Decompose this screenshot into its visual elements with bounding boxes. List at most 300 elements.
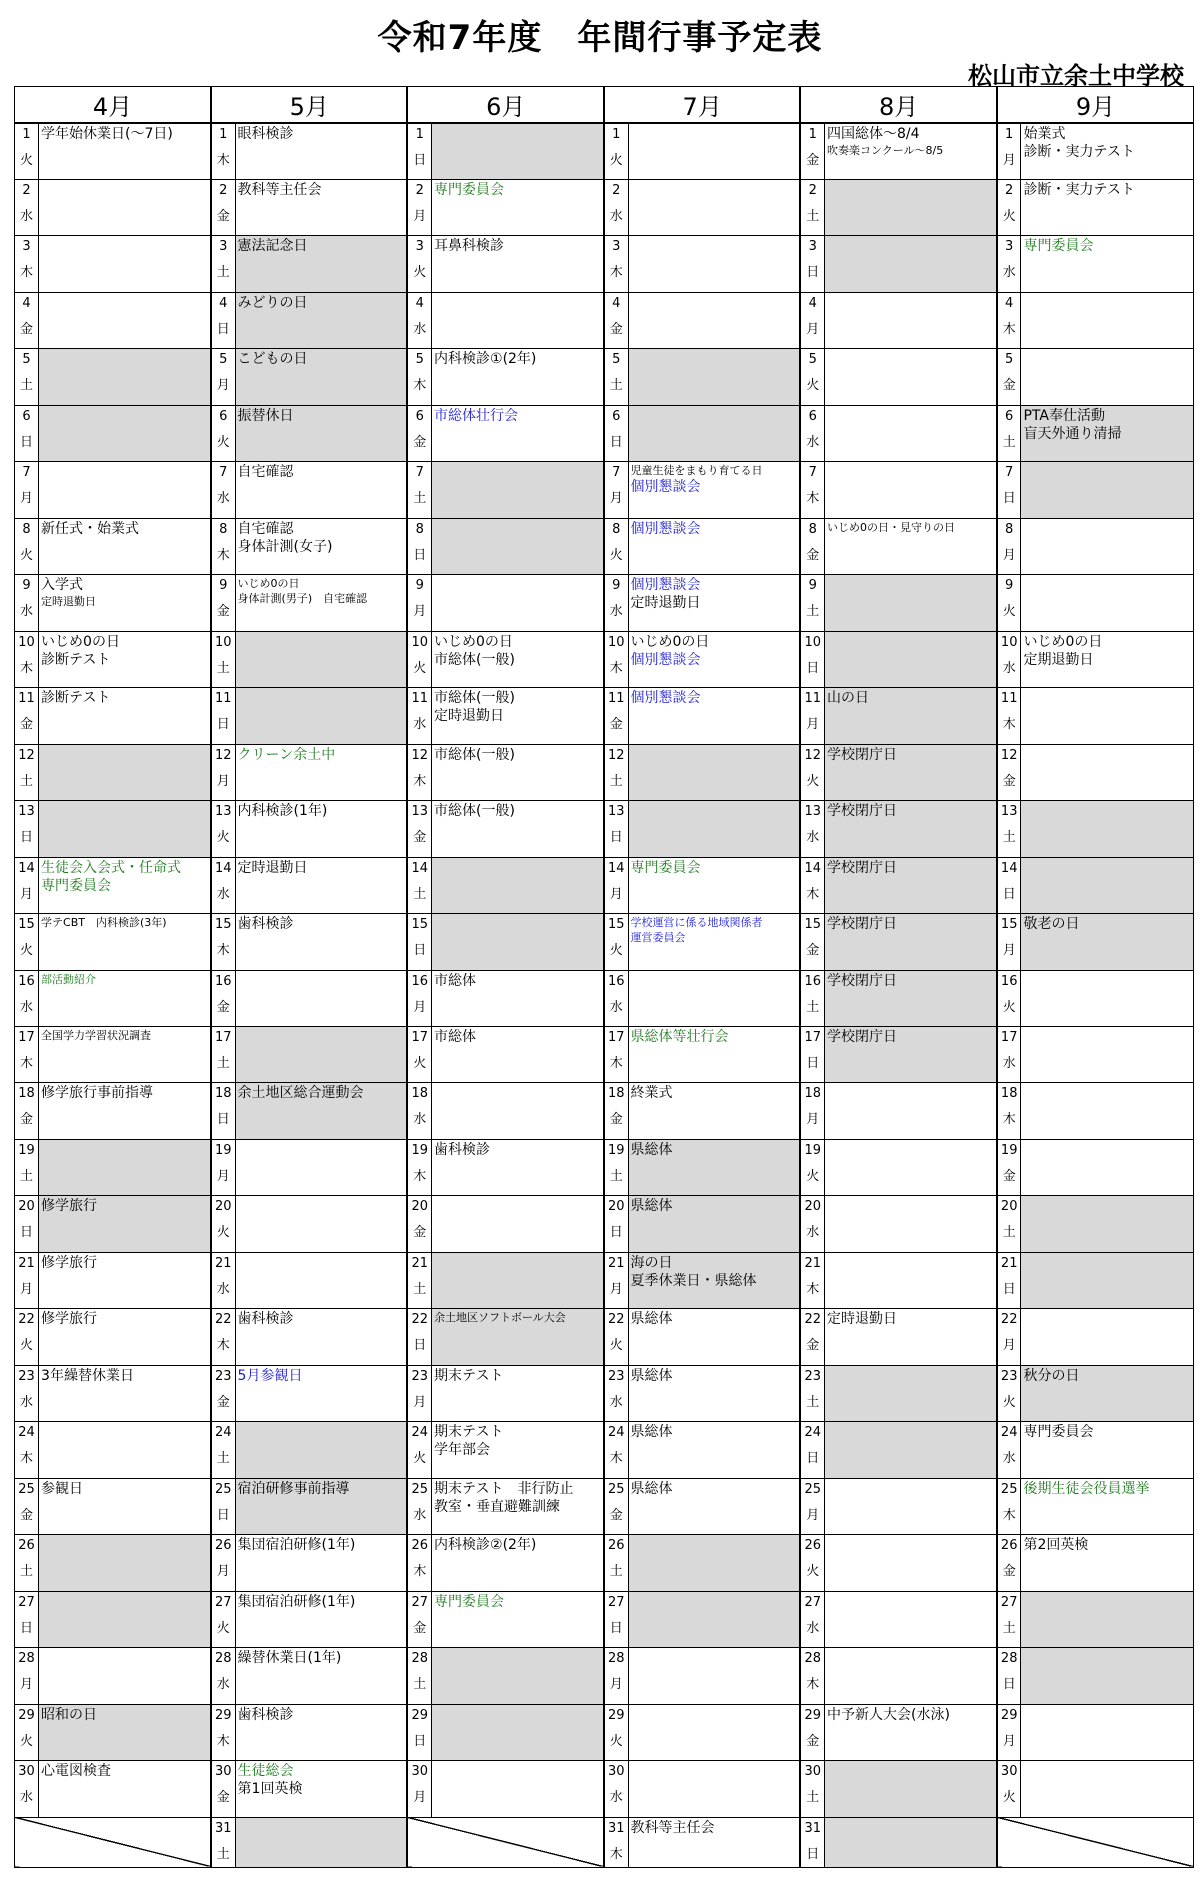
event-text: 歯科検診 xyxy=(237,1311,294,1328)
weekday: 金 xyxy=(609,1507,623,1523)
event-text: 眼科検診 xyxy=(237,126,294,142)
events-cell xyxy=(432,349,604,405)
day-number: 29 xyxy=(804,1707,821,1723)
day-number: 8 xyxy=(612,521,621,537)
event-text: 集団宿泊研修(1年) xyxy=(237,1537,356,1554)
date-cell xyxy=(800,1365,824,1421)
day-number: 15 xyxy=(411,917,429,933)
event-text: いじめ0の日 xyxy=(630,633,710,650)
weekday: 火 xyxy=(413,660,427,676)
event-text: 定期退勤日 xyxy=(1023,651,1094,668)
day-number: 16 xyxy=(804,973,821,989)
weekday: 日 xyxy=(216,717,230,733)
date-cell xyxy=(604,462,628,518)
day-row xyxy=(15,1139,1194,1195)
date-cell xyxy=(800,1027,824,1083)
month-header: 5月 xyxy=(211,87,407,124)
weekday: 火 xyxy=(609,153,623,168)
weekday: 金 xyxy=(609,717,623,733)
date-cell xyxy=(15,1196,39,1252)
events-cell xyxy=(824,1309,996,1365)
events-cell xyxy=(235,801,407,857)
day-number: 3 xyxy=(415,239,424,255)
day-number: 22 xyxy=(411,1312,429,1328)
events-cell xyxy=(628,1704,800,1760)
event-text: 学年始休業日(～7日) xyxy=(41,126,173,142)
weekday: 水 xyxy=(20,1394,34,1410)
date-cell xyxy=(15,349,39,405)
day-number: 19 xyxy=(411,1142,429,1158)
weekday: 日 xyxy=(806,1451,820,1467)
weekday: 水 xyxy=(20,208,34,224)
weekday: 金 xyxy=(806,547,820,563)
day-number: 6 xyxy=(22,408,31,424)
weekday: 日 xyxy=(216,1507,230,1523)
day-number: 22 xyxy=(607,1312,625,1328)
day-number: 4 xyxy=(22,295,31,311)
day-number: 4 xyxy=(415,295,424,311)
events-cell xyxy=(628,1196,800,1252)
event-text: 身体計測(女子) xyxy=(237,538,333,555)
events-cell xyxy=(824,1027,996,1083)
weekday: 木 xyxy=(216,153,230,168)
weekday: 火 xyxy=(216,434,230,450)
events-cell xyxy=(628,970,800,1026)
day-number: 17 xyxy=(1000,1030,1018,1045)
day-number: 14 xyxy=(411,860,429,876)
date-cell xyxy=(800,575,824,631)
events-cell xyxy=(432,292,604,348)
weekday: 月 xyxy=(20,886,34,902)
day-number: 19 xyxy=(18,1142,35,1158)
day-number: 7 xyxy=(22,465,31,481)
day-number: 17 xyxy=(214,1030,232,1045)
day-number: 21 xyxy=(214,1255,232,1271)
day-number: 3 xyxy=(612,239,621,255)
events-cell xyxy=(628,914,800,970)
events-cell xyxy=(235,1591,407,1647)
weekday: 日 xyxy=(216,1112,230,1128)
event-text: PTA奉仕活動 xyxy=(1023,407,1105,424)
events-cell xyxy=(1021,1704,1194,1760)
events-cell xyxy=(235,349,407,405)
day-number: 25 xyxy=(1000,1481,1018,1497)
weekday: 水 xyxy=(806,830,820,846)
weekday: 月 xyxy=(20,491,34,507)
day-number: 10 xyxy=(1000,634,1018,650)
date-cell xyxy=(604,1422,628,1478)
weekday: 日 xyxy=(413,547,427,563)
weekday: 月 xyxy=(609,886,623,902)
date-cell xyxy=(211,1591,235,1647)
weekday: 金 xyxy=(413,434,427,450)
day-number: 14 xyxy=(804,860,821,876)
event-text: 繰替休業日(1年) xyxy=(237,1650,342,1667)
day-row xyxy=(15,1027,1194,1083)
day-number: 24 xyxy=(1000,1425,1018,1441)
day-number: 27 xyxy=(214,1594,232,1610)
day-number: 29 xyxy=(18,1707,35,1723)
day-number: 5 xyxy=(415,352,424,368)
weekday: 木 xyxy=(806,886,820,902)
day-number: 23 xyxy=(214,1368,232,1384)
date-cell xyxy=(15,1252,39,1308)
date-cell xyxy=(211,1139,235,1195)
date-cell xyxy=(800,1704,824,1760)
day-number: 17 xyxy=(607,1030,625,1045)
date-cell xyxy=(211,405,235,461)
weekday: 水 xyxy=(1002,1451,1016,1467)
weekday: 日 xyxy=(1002,1677,1016,1693)
event-text: 県総体 xyxy=(630,1367,673,1384)
weekday: 火 xyxy=(1002,1394,1016,1410)
weekday: 月 xyxy=(806,1507,820,1523)
events-cell xyxy=(1021,631,1194,687)
events-cell xyxy=(235,1365,407,1421)
weekday: 月 xyxy=(413,208,427,224)
event-text: 学校閉庁日 xyxy=(826,803,897,820)
weekday: 火 xyxy=(413,265,427,281)
events-cell xyxy=(824,1139,996,1195)
month-header: 7月 xyxy=(604,87,800,124)
weekday: 月 xyxy=(216,1564,230,1580)
weekday: 金 xyxy=(1002,1168,1016,1184)
day-number: 7 xyxy=(808,465,817,481)
event-text: 内科検診(1年) xyxy=(237,803,328,820)
weekday: 金 xyxy=(216,604,230,620)
date-cell xyxy=(15,1648,39,1704)
event-text: 診断・実力テスト xyxy=(1023,181,1135,198)
day-row xyxy=(15,236,1194,292)
month-header: 8月 xyxy=(800,87,996,124)
event-text: 海の日 xyxy=(630,1254,673,1271)
weekday: 土 xyxy=(20,773,34,789)
date-cell xyxy=(15,1761,39,1817)
date-cell xyxy=(15,631,39,687)
event-text: 定時退勤日 xyxy=(826,1311,897,1328)
weekday: 日 xyxy=(609,1620,623,1636)
date-cell xyxy=(800,1817,824,1867)
event-text: いじめ0の日 xyxy=(41,633,120,650)
events-cell xyxy=(1021,1478,1194,1534)
weekday: 火 xyxy=(806,1564,820,1580)
events-cell xyxy=(39,1252,211,1308)
weekday: 水 xyxy=(20,1790,34,1806)
events-cell xyxy=(39,857,211,913)
weekday: 火 xyxy=(20,1338,34,1354)
date-cell xyxy=(211,914,235,970)
event-text: こどもの日 xyxy=(237,351,308,368)
date-cell xyxy=(15,1478,39,1534)
events-cell xyxy=(1021,123,1194,179)
events-cell xyxy=(824,1422,996,1478)
date-cell xyxy=(15,1422,39,1478)
day-number: 10 xyxy=(18,634,35,650)
weekday: 木 xyxy=(806,1677,820,1693)
weekday: 土 xyxy=(609,378,623,394)
events-cell xyxy=(432,462,604,518)
events-cell xyxy=(628,688,800,744)
weekday: 土 xyxy=(413,1677,427,1693)
events-cell xyxy=(628,1083,800,1139)
date-cell xyxy=(407,1478,431,1534)
events-cell xyxy=(824,857,996,913)
event-text: 市総体(一般) xyxy=(434,651,515,668)
date-cell xyxy=(407,1591,431,1647)
day-number: 30 xyxy=(804,1764,821,1780)
weekday: 土 xyxy=(20,1168,34,1184)
events-cell xyxy=(824,1535,996,1591)
day-row xyxy=(15,575,1194,631)
event-text: 敬老の日 xyxy=(1023,916,1080,933)
events-cell xyxy=(628,1309,800,1365)
weekday: 月 xyxy=(1002,153,1016,168)
events-cell xyxy=(824,1365,996,1421)
weekday: 日 xyxy=(806,265,820,281)
events-cell xyxy=(628,1535,800,1591)
events-cell xyxy=(39,1591,211,1647)
events-cell xyxy=(235,631,407,687)
events-cell xyxy=(1021,857,1194,913)
event-text: 3年繰替休業日 xyxy=(41,1367,134,1384)
weekday: 火 xyxy=(1002,208,1016,224)
day-number: 6 xyxy=(808,408,817,424)
day-row xyxy=(15,914,1194,970)
day-number: 5 xyxy=(1005,352,1014,368)
day-number: 4 xyxy=(219,295,228,311)
event-text: いじめ0の日 xyxy=(1023,633,1103,650)
events-cell xyxy=(1021,1422,1194,1478)
day-number: 20 xyxy=(18,1199,35,1215)
date-cell xyxy=(407,631,431,687)
date-cell xyxy=(407,123,431,179)
events-cell xyxy=(235,575,407,631)
events-cell xyxy=(235,857,407,913)
day-number: 13 xyxy=(411,804,429,820)
events-cell xyxy=(39,1478,211,1534)
events-cell xyxy=(824,179,996,235)
day-number: 25 xyxy=(214,1481,232,1497)
day-number: 23 xyxy=(607,1368,625,1384)
events-cell xyxy=(1021,1139,1194,1195)
events-cell xyxy=(628,462,800,518)
day-number: 22 xyxy=(18,1312,35,1328)
events-cell xyxy=(628,405,800,461)
day-number: 30 xyxy=(411,1764,429,1780)
events-cell xyxy=(39,1309,211,1365)
date-cell xyxy=(407,1365,431,1421)
day-number: 25 xyxy=(804,1481,821,1497)
weekday: 水 xyxy=(1002,660,1016,676)
day-number: 28 xyxy=(214,1651,232,1667)
events-cell xyxy=(432,1139,604,1195)
weekday: 火 xyxy=(413,1451,427,1467)
weekday: 日 xyxy=(413,943,427,959)
date-cell xyxy=(997,688,1021,744)
weekday: 月 xyxy=(216,378,230,394)
events-cell xyxy=(39,1535,211,1591)
event-text: 県総体等壮行会 xyxy=(630,1029,729,1045)
events-cell xyxy=(432,1591,604,1647)
weekday: 火 xyxy=(216,1620,230,1636)
day-number: 2 xyxy=(415,182,424,198)
day-number: 16 xyxy=(1000,973,1018,989)
events-cell xyxy=(824,744,996,800)
weekday: 水 xyxy=(216,1677,230,1693)
weekday: 日 xyxy=(609,830,623,846)
weekday: 金 xyxy=(1002,773,1016,789)
event-text: 定時退勤日 xyxy=(237,859,308,876)
date-cell xyxy=(211,575,235,631)
event-text: 県総体 xyxy=(630,1141,673,1158)
day-row xyxy=(15,179,1194,235)
event-text: 後期生徒会役員選挙 xyxy=(1023,1480,1150,1497)
weekday: 日 xyxy=(806,660,820,676)
day-number: 18 xyxy=(411,1086,429,1102)
weekday: 木 xyxy=(413,1564,427,1580)
date-cell xyxy=(997,1139,1021,1195)
day-number: 6 xyxy=(415,408,424,424)
page-title: 令和7年度 年間行事予定表 xyxy=(377,18,823,58)
day-number: 16 xyxy=(411,973,429,989)
date-cell xyxy=(800,801,824,857)
day-number: 10 xyxy=(411,634,429,650)
events-cell xyxy=(432,744,604,800)
event-text: 期末テスト xyxy=(434,1367,504,1384)
event-text: 歯科検診 xyxy=(237,916,294,933)
events-cell xyxy=(1021,575,1194,631)
event-text: 県総体 xyxy=(630,1424,673,1441)
day-number: 27 xyxy=(1000,1594,1018,1610)
day-number: 8 xyxy=(219,521,228,537)
weekday: 火 xyxy=(1002,1790,1016,1806)
day-number: 9 xyxy=(415,578,424,594)
weekday: 水 xyxy=(609,999,623,1015)
event-text: 学校閉庁日 xyxy=(826,859,897,876)
weekday: 土 xyxy=(806,1790,820,1806)
events-cell xyxy=(824,405,996,461)
event-text: 自宅確認 xyxy=(237,520,294,537)
events-cell xyxy=(628,123,800,179)
event-text: 第2回英検 xyxy=(1023,1537,1089,1554)
event-text: 市総体(一般) xyxy=(434,746,515,763)
events-cell xyxy=(824,1761,996,1817)
events-cell xyxy=(1021,518,1194,574)
month-header: 4月 xyxy=(15,87,211,124)
weekday: 水 xyxy=(413,321,427,337)
day-row xyxy=(15,1761,1194,1817)
day-number: 11 xyxy=(1000,691,1018,707)
day-number: 1 xyxy=(808,127,817,142)
weekday: 水 xyxy=(216,886,230,902)
events-cell xyxy=(1021,1196,1194,1252)
event-text: 内科検診②(2年) xyxy=(434,1537,537,1554)
weekday: 金 xyxy=(609,321,623,337)
events-cell xyxy=(628,1761,800,1817)
weekday: 木 xyxy=(1002,321,1016,337)
date-cell xyxy=(407,744,431,800)
day-number: 18 xyxy=(214,1086,232,1102)
event-text: 盲天外通り清掃 xyxy=(1023,425,1122,442)
weekday: 日 xyxy=(413,1733,427,1749)
date-cell xyxy=(800,179,824,235)
weekday: 木 xyxy=(609,1846,623,1862)
empty-day-cell xyxy=(407,1817,603,1867)
date-cell xyxy=(800,1083,824,1139)
day-number: 31 xyxy=(607,1820,625,1836)
event-text: 始業式 xyxy=(1023,126,1066,142)
events-cell xyxy=(628,801,800,857)
events-cell xyxy=(39,744,211,800)
weekday: 月 xyxy=(413,1790,427,1806)
date-cell xyxy=(800,405,824,461)
events-cell xyxy=(824,914,996,970)
events-cell xyxy=(39,801,211,857)
event-text: 中予新人大会(水泳) xyxy=(826,1706,950,1723)
event-text: 個別懇談会 xyxy=(630,690,701,707)
day-number: 27 xyxy=(18,1594,35,1610)
weekday: 水 xyxy=(20,999,34,1015)
date-cell xyxy=(211,462,235,518)
day-number: 6 xyxy=(612,408,621,424)
events-cell xyxy=(39,1422,211,1478)
weekday: 土 xyxy=(609,1564,623,1580)
date-cell xyxy=(800,1478,824,1534)
event-text: 秋分の日 xyxy=(1023,1367,1080,1384)
day-number: 23 xyxy=(18,1368,35,1384)
event-text: 新任式・始業式 xyxy=(41,520,140,537)
weekday: 月 xyxy=(1002,1733,1016,1749)
day-number: 11 xyxy=(214,691,232,707)
day-number: 20 xyxy=(411,1199,429,1215)
event-text: 定時退勤日 xyxy=(630,595,701,612)
weekday: 水 xyxy=(609,1394,623,1410)
weekday: 日 xyxy=(1002,1281,1016,1297)
event-text: 県総体 xyxy=(630,1198,673,1215)
date-cell xyxy=(604,744,628,800)
event-text: 専門委員会 xyxy=(1023,238,1094,255)
event-text: 参観日 xyxy=(41,1480,84,1497)
weekday: 水 xyxy=(806,1225,820,1241)
day-number: 20 xyxy=(607,1199,625,1215)
events-cell xyxy=(1021,801,1194,857)
events-cell xyxy=(1021,292,1194,348)
event-text: 学年部会 xyxy=(434,1442,491,1459)
day-row xyxy=(15,688,1194,744)
event-text: 心電図検査 xyxy=(41,1763,112,1780)
day-number: 21 xyxy=(1000,1255,1018,1271)
event-text: いじめ0の日 xyxy=(237,577,300,591)
date-cell xyxy=(604,1817,628,1867)
date-cell xyxy=(604,801,628,857)
day-number: 19 xyxy=(607,1142,625,1158)
weekday: 火 xyxy=(609,1733,623,1749)
event-text: 県総体 xyxy=(630,1480,673,1497)
events-cell xyxy=(432,631,604,687)
day-number: 30 xyxy=(1000,1764,1018,1780)
date-cell xyxy=(211,518,235,574)
events-cell xyxy=(1021,1535,1194,1591)
date-cell xyxy=(15,970,39,1026)
weekday: 土 xyxy=(609,1168,623,1184)
weekday: 土 xyxy=(413,491,427,507)
date-cell xyxy=(800,292,824,348)
date-cell xyxy=(604,1309,628,1365)
weekday: 水 xyxy=(20,604,34,620)
date-cell xyxy=(800,236,824,292)
event-text: 余土地区総合運動会 xyxy=(237,1085,364,1102)
date-cell xyxy=(15,1704,39,1760)
